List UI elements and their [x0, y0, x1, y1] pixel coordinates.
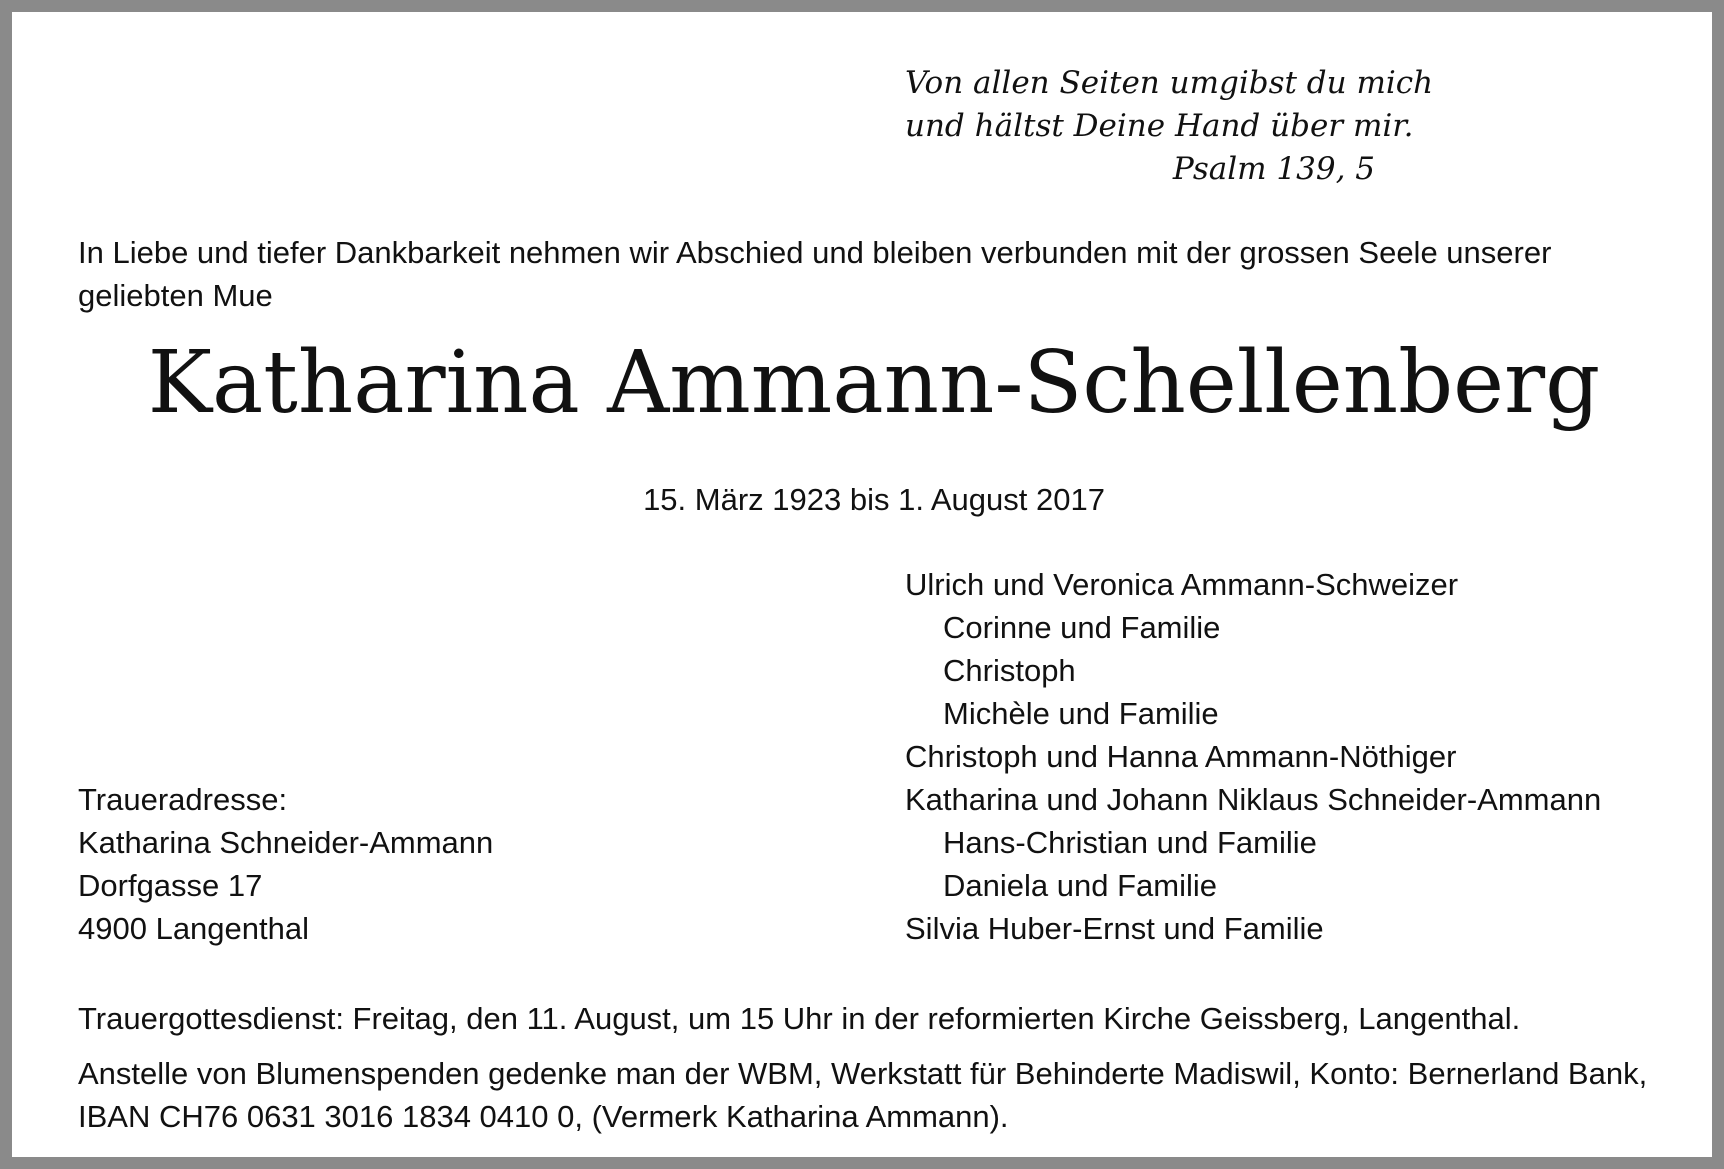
life-dates: 15. März 1923 bis 1. August 2017	[643, 482, 1105, 517]
mourning-address	[78, 778, 778, 950]
family-list	[905, 563, 1705, 950]
donation-info: Anstelle von Blumenspenden gedenke man der WBM, Werkstatt für Behinderte Madiswil, Konto: Bernerland Bank, IBAN CH76 0631 3016 1834 0410 0, (Vermerk Katharina Ammann).	[78, 1056, 1648, 1134]
family-member: Katharina und Johann Niklaus Schneider-Ammann	[905, 782, 1602, 817]
verse-line-1: Von allen Seiten umgibst du mich	[905, 65, 1434, 101]
family-member: Hans-Christian und Familie	[943, 825, 1317, 860]
address-street: Dorfgasse 17	[78, 868, 263, 903]
verse-line-2: und hältst Deine Hand über mir.	[905, 108, 1414, 144]
deceased-name: Katharina Ammann-Schellenberg	[147, 333, 1601, 433]
family-member: Silvia Huber-Ernst und Familie	[905, 911, 1324, 946]
address-label: Traueradresse:	[78, 782, 288, 817]
family-member: Christoph	[943, 653, 1076, 688]
funeral-service-info: Trauergottesdienst: Freitag, den 11. August, um 15 Uhr in der reformierten Kirche Geissberg, Langenthal.	[78, 1001, 1521, 1036]
family-member: Daniela und Familie	[943, 868, 1217, 903]
family-member: Michèle und Familie	[943, 696, 1219, 731]
address-name: Katharina Schneider-Ammann	[78, 825, 494, 860]
address-city: 4900 Langenthal	[78, 911, 310, 946]
verse-reference: Psalm 139, 5	[1172, 151, 1375, 187]
intro-text: In Liebe und tiefer Dankbarkeit nehmen wir Abschied und bleiben verbunden mit der grossen Seele unserer geliebten Mue	[78, 235, 1552, 313]
family-member: Ulrich und Veronica Ammann-Schweizer	[905, 567, 1459, 602]
psalm-verse	[905, 62, 1434, 191]
family-member: Christoph und Hanna Ammann-Nöthiger	[905, 739, 1457, 774]
family-member: Corinne und Familie	[943, 610, 1221, 645]
